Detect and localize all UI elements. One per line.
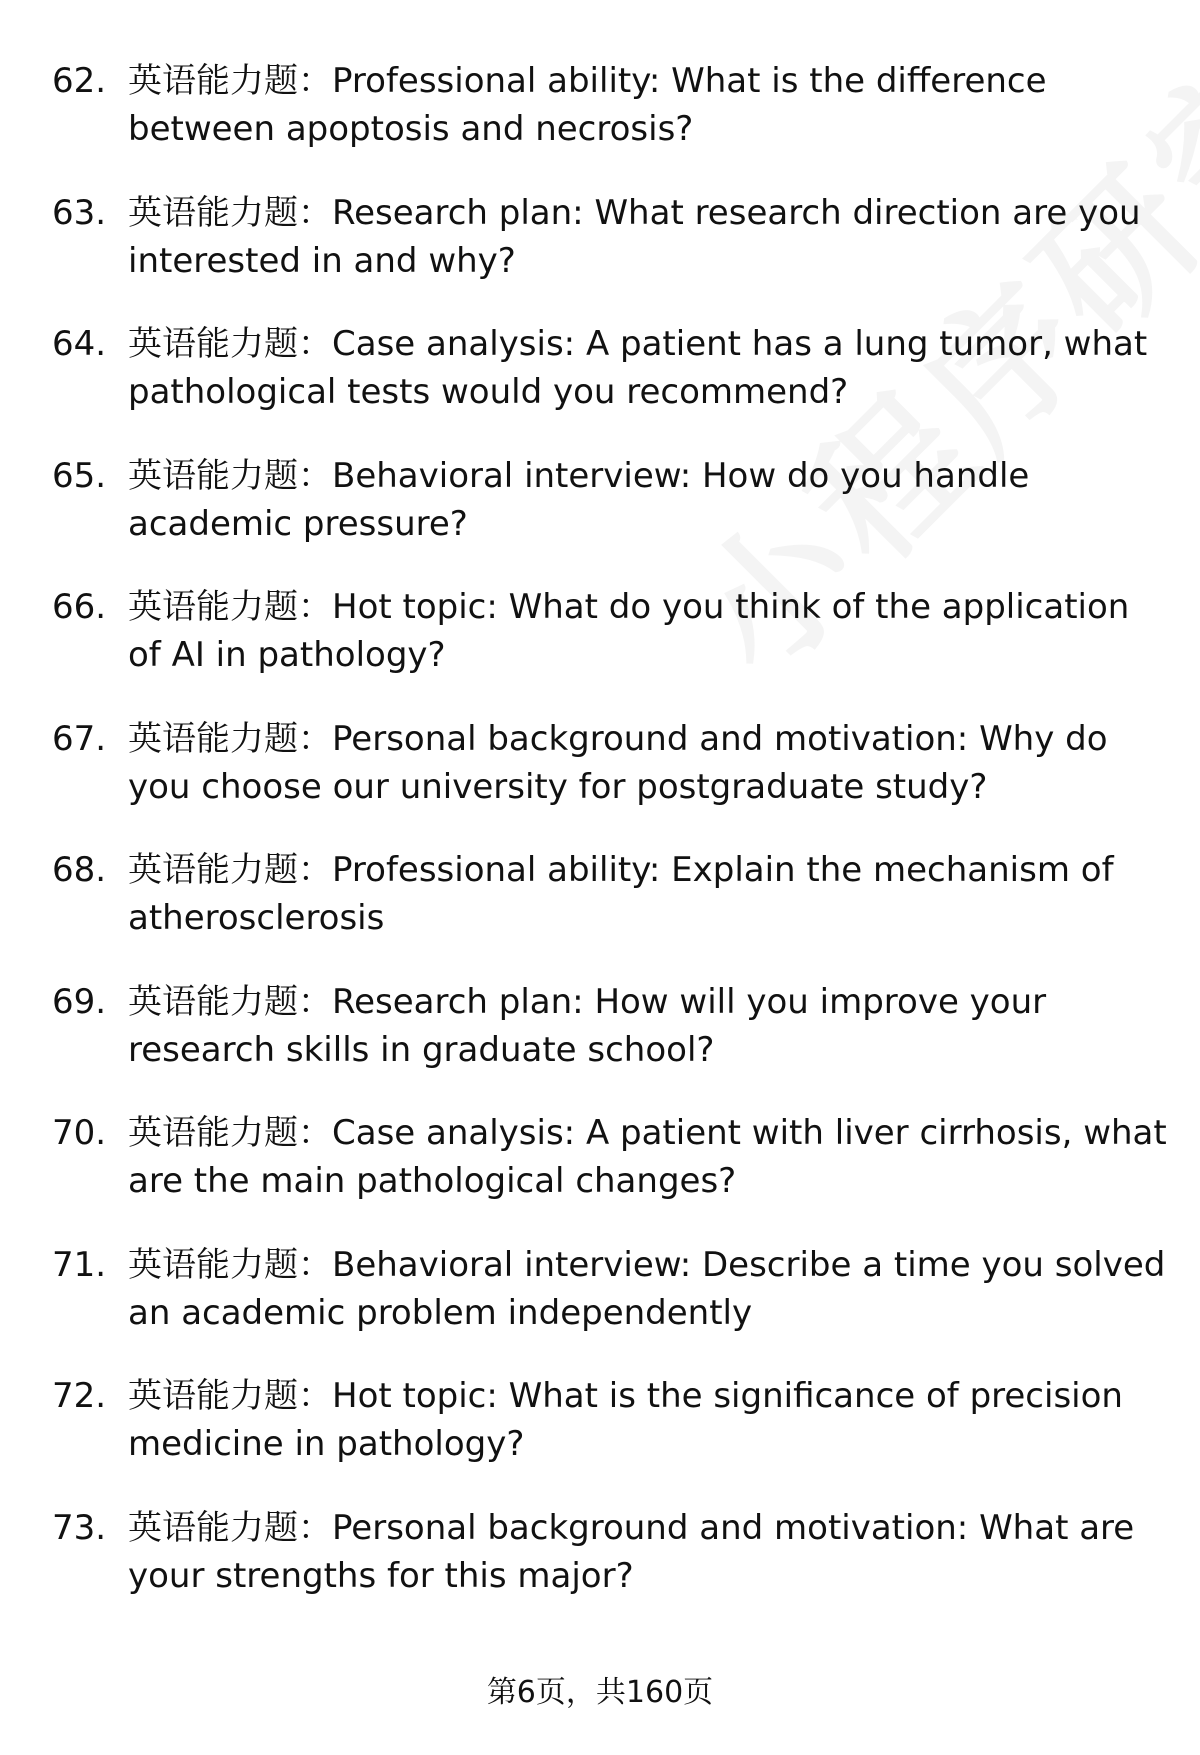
question-item [0, 320, 1200, 452]
question-item [0, 57, 1200, 189]
question-category: 英语能力题： [128, 981, 332, 1022]
question-list [0, 57, 1200, 1635]
question-body: Research plan: What research direction are you interested in and why? [128, 192, 1141, 281]
question-text [128, 189, 1168, 285]
question-body: Hot topic: What do you think of the application of AI in pathology? [128, 587, 1130, 675]
question-category: 英语能力题： [128, 850, 332, 890]
question-body: Personal background and motivation: Why do you choose our university for postgraduate study? [128, 718, 1108, 807]
page-footer: 第6页，共160页 [486, 1675, 714, 1710]
question-category: 英语能力题： [128, 192, 332, 233]
question-item [0, 1504, 1200, 1636]
question-number: 66. [52, 587, 107, 627]
question-text [128, 452, 1168, 548]
question-item [0, 1241, 1200, 1373]
question-text [128, 57, 1168, 153]
question-body: Hot topic: What is the significance of precision medicine in pathology? [128, 1376, 1123, 1464]
question-category: 英语能力题： [128, 324, 332, 364]
question-text [128, 320, 1168, 416]
question-category: 英语能力题： [128, 1113, 332, 1153]
question-item [0, 189, 1200, 321]
question-number: 69. [52, 981, 107, 1022]
question-text [128, 846, 1168, 942]
question-text [128, 1372, 1168, 1468]
question-item [0, 715, 1200, 847]
question-category: 英语能力题： [128, 455, 332, 496]
question-number: 71. [52, 1244, 107, 1285]
question-category: 英语能力题： [128, 718, 332, 759]
question-number: 62. [52, 61, 107, 101]
question-number: 70. [52, 1113, 107, 1153]
question-category: 英语能力题： [128, 1507, 332, 1548]
question-text [128, 583, 1168, 679]
question-number: 72. [52, 1376, 107, 1416]
question-text [128, 978, 1168, 1074]
question-body: Case analysis: A patient with liver cirrhosis, what are the main pathological changes? [128, 1113, 1167, 1201]
question-category: 英语能力题： [128, 1244, 332, 1285]
question-text [128, 1109, 1168, 1205]
question-number: 63. [52, 192, 107, 233]
question-category: 英语能力题： [128, 1376, 332, 1416]
question-body: Behavioral interview: How do you handle academic pressure? [128, 455, 1030, 544]
question-body: Research plan: How will you improve your research skills in graduate school? [128, 981, 1047, 1070]
question-number: 73. [52, 1507, 107, 1548]
question-body: Case analysis: A patient has a lung tumor, what pathological tests would you recommend? [128, 324, 1148, 412]
question-category: 英语能力题： [128, 587, 332, 627]
question-body: Professional ability: What is the difference between apoptosis and necrosis? [128, 61, 1047, 149]
question-number: 67. [52, 718, 107, 759]
question-text [128, 1504, 1168, 1600]
question-body: Professional ability: Explain the mechanism of atherosclerosis [128, 850, 1114, 938]
question-item [0, 846, 1200, 978]
question-category: 英语能力题： [128, 61, 332, 101]
question-body: Behavioral interview: Describe a time you solved an academic problem independently [128, 1244, 1166, 1333]
question-text [128, 1241, 1168, 1337]
question-item [0, 1372, 1200, 1504]
question-number: 65. [52, 455, 107, 496]
question-number: 64. [52, 324, 107, 364]
question-item [0, 452, 1200, 584]
question-item [0, 1109, 1200, 1241]
question-text [128, 715, 1168, 811]
question-item [0, 978, 1200, 1110]
question-body: Personal background and motivation: What are your strengths for this major? [128, 1507, 1135, 1596]
question-number: 68. [52, 850, 107, 890]
question-item [0, 583, 1200, 715]
